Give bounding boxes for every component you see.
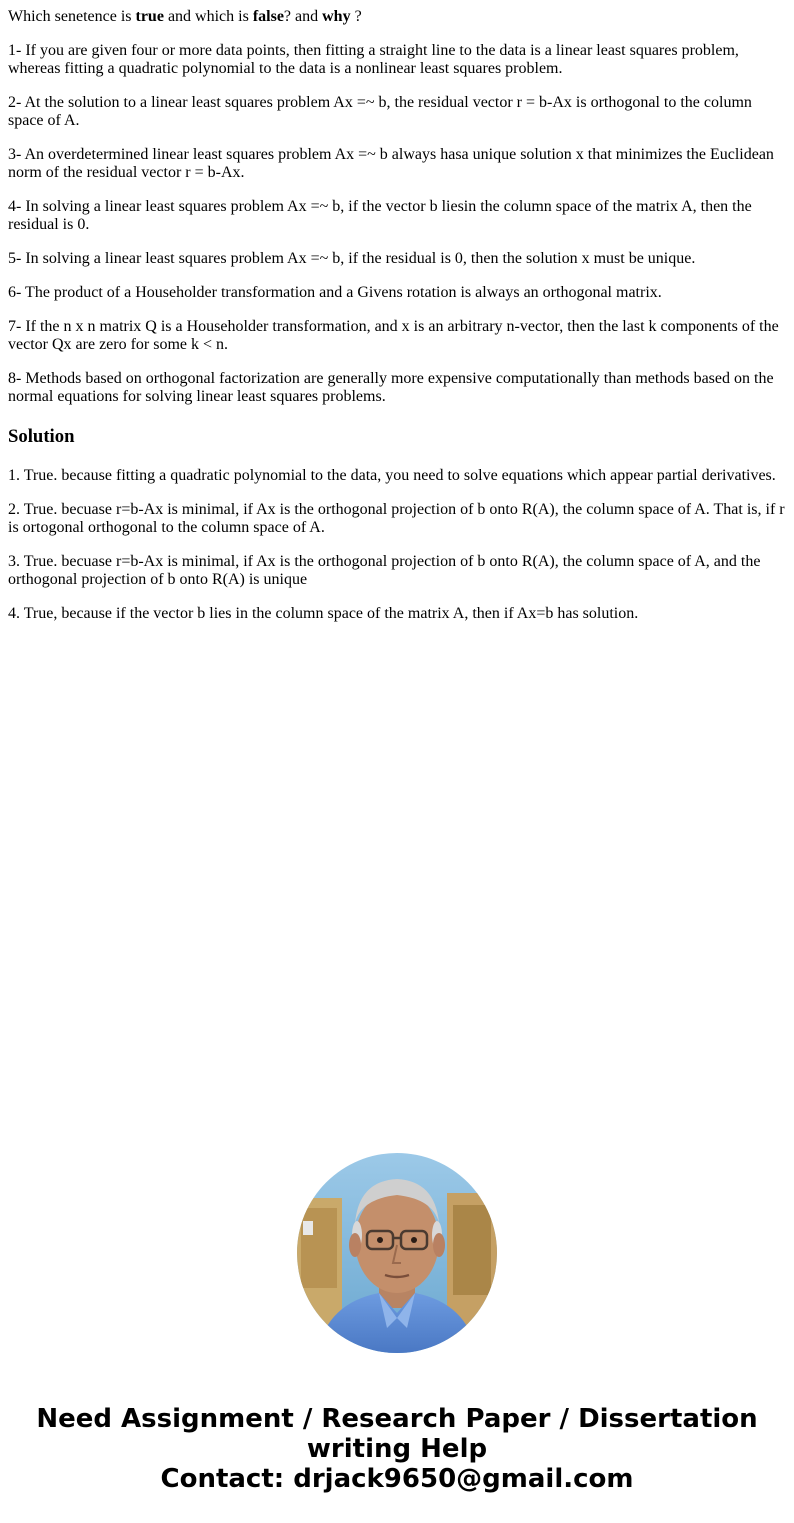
intro-text: ? and — [283, 8, 323, 25]
intro-text: Which senetence is — [8, 8, 136, 25]
statement-6: 6- The product of a Householder transformation and a Givens rotation is always an orthogonal matrix. — [8, 284, 662, 301]
answer-4: 4. True, because if the vector b lies in the column space of the matrix A, then if Ax=b has solution. — [8, 605, 639, 622]
avatar-image — [297, 1153, 497, 1353]
intro-text: and which is — [163, 8, 253, 25]
footer-line-1: Need Assignment / Research Paper / Dissertation — [36, 1404, 758, 1434]
footer-contact: Contact: drjack9650@gmail.com — [160, 1464, 634, 1494]
statement-8: 8- Methods based on orthogonal factorization are generally more expensive computationally than methods based on the normal equations for solving linear least squares problems. — [8, 370, 774, 405]
statement-7: 7- If the n x n matrix Q is a Householder transformation, and x is an arbitrary n-vector, then the last k components of the vector Qx are zero for some k < n. — [8, 318, 779, 353]
solution-heading: Solution — [8, 426, 75, 447]
intro-true: true — [135, 8, 164, 25]
intro-why: why — [322, 8, 351, 25]
statement-4: 4- In solving a linear least squares problem Ax =~ b, if the vector b liesin the column space of the matrix A, then the residual is 0. — [8, 198, 752, 233]
author-avatar — [297, 1153, 497, 1353]
document-body — [8, 8, 788, 639]
answer-3: 3. True. becuase r=b-Ax is minimal, if Ax is the orthogonal projection of b onto R(A), the column space of A, and the orthogonal projection of b onto R(A) is unique — [8, 553, 761, 588]
statement-5: 5- In solving a linear least squares problem Ax =~ b, if the residual is 0, then the solution x must be unique. — [8, 250, 696, 267]
statement-3: 3- An overdetermined linear least squares problem Ax =~ b always hasa unique solution x that minimizes the Euclidean norm of the residual vector r = b-Ax. — [8, 146, 774, 181]
answer-1: 1. True. because fitting a quadratic polynomial to the data, you need to solve equations which appear partial derivatives. — [8, 467, 776, 484]
statement-2: 2- At the solution to a linear least squares problem Ax =~ b, the residual vector r = b-Ax is orthogonal to the column space of A. — [8, 94, 752, 129]
answer-2: 2. True. becuase r=b-Ax is minimal, if Ax is the orthogonal projection of b onto R(A), the column space of A. That is, if r is ortogonal orthogonal to the column space of A. — [8, 501, 785, 536]
footer-line-2: writing Help — [306, 1434, 488, 1464]
question-intro — [8, 8, 788, 26]
intro-false: false — [252, 8, 284, 25]
footer-banner — [0, 1404, 794, 1494]
statement-1: 1- If you are given four or more data points, then fitting a straight line to the data is a linear least squares problem, whereas fitting a quadratic polynomial to the data is a nonlinear least squares problem. — [8, 42, 739, 77]
intro-text: ? — [350, 8, 362, 25]
